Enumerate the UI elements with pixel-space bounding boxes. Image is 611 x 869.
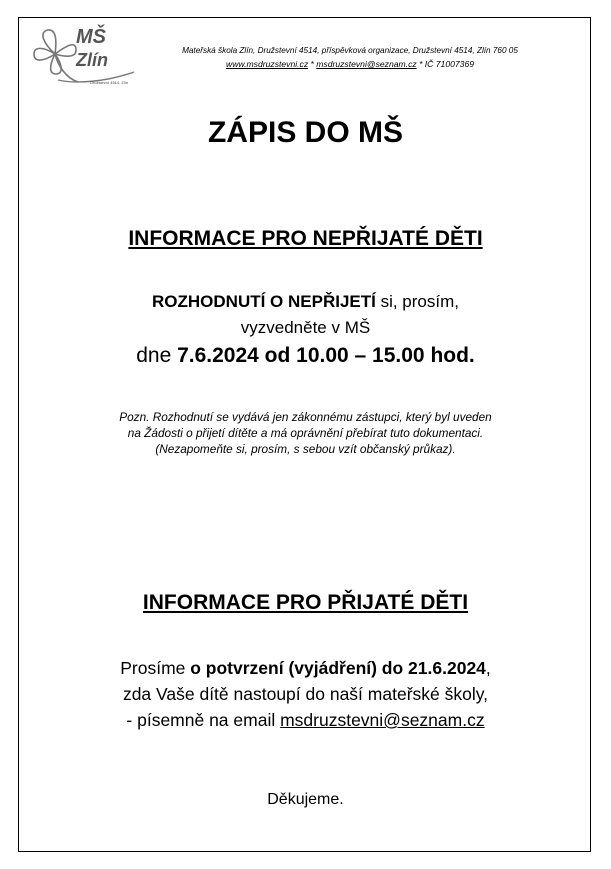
- accepted-line1-bold: o potvrzení (vyjádření) do 21.6.2024: [190, 658, 486, 678]
- note-line-3: (Nezapomeňte si, prosím, s sebou vzít občanský průkaz).: [155, 442, 456, 456]
- contact-separator: *: [308, 59, 317, 69]
- pickup-text: vyzvedněte v MŠ: [240, 318, 371, 337]
- decision-rest: si, prosím,: [375, 292, 459, 311]
- school-website-link[interactable]: www.msdruzstevni.cz: [225, 59, 309, 69]
- school-ico: * IČ 71007369: [419, 59, 475, 69]
- rejected-heading-text: INFORMACE PRO NEPŘIJATÉ DĚTI: [128, 227, 483, 250]
- date-prefix: dne: [136, 344, 178, 367]
- note-line-1: Pozn. Rozhodnutí se vydává jen zákonnému zástupci, který byl uveden: [119, 410, 492, 424]
- logo-tagline: Družstevní 4514, Zlín: [90, 80, 129, 85]
- school-header: [140, 46, 560, 69]
- accepted-line1-post: ,: [485, 658, 491, 678]
- accepted-line3-pre: - písemně na email: [126, 710, 281, 730]
- accepted-heading: [0, 591, 611, 615]
- accepted-info: [0, 655, 611, 733]
- logo-text-ms: MŠ: [76, 26, 106, 48]
- school-email-link[interactable]: msdruzstevni@seznam.cz: [316, 59, 417, 69]
- accepted-heading-text: INFORMACE PRO PŘIJATÉ DĚTI: [142, 591, 469, 614]
- note-line-2: na Žádosti o přijetí dítěte a má oprávnění přebírat tuto dokumentaci.: [127, 426, 484, 440]
- rejected-note: [0, 409, 611, 457]
- rejected-decision: [0, 289, 611, 369]
- logo-text-zlin: Zlín: [76, 50, 108, 70]
- rejected-heading: [0, 227, 611, 251]
- school-address: Mateřská škola Zlín, Družstevní 4514, příspěvková organizace, Družstevní 4514, Zlín 760 05: [182, 46, 518, 55]
- pickup-date: [0, 343, 611, 369]
- date-bold: 7.6.2024 od 10.00 – 15.00 hod.: [177, 344, 475, 367]
- thanks-text: Děkujeme.: [267, 791, 344, 808]
- accepted-line1-pre: Prosíme: [120, 658, 191, 678]
- accepted-line2: zda Vaše dítě nastoupí do naší mateřské školy,: [122, 684, 489, 704]
- decision-bold: ROZHODNUTÍ O NEPŘIJETÍ: [152, 292, 376, 311]
- accepted-email-link[interactable]: msdruzstevni@seznam.cz: [280, 710, 485, 730]
- page-title: ZÁPIS DO MŠ: [207, 116, 403, 149]
- school-contacts: [140, 59, 560, 69]
- school-logo: [30, 26, 136, 88]
